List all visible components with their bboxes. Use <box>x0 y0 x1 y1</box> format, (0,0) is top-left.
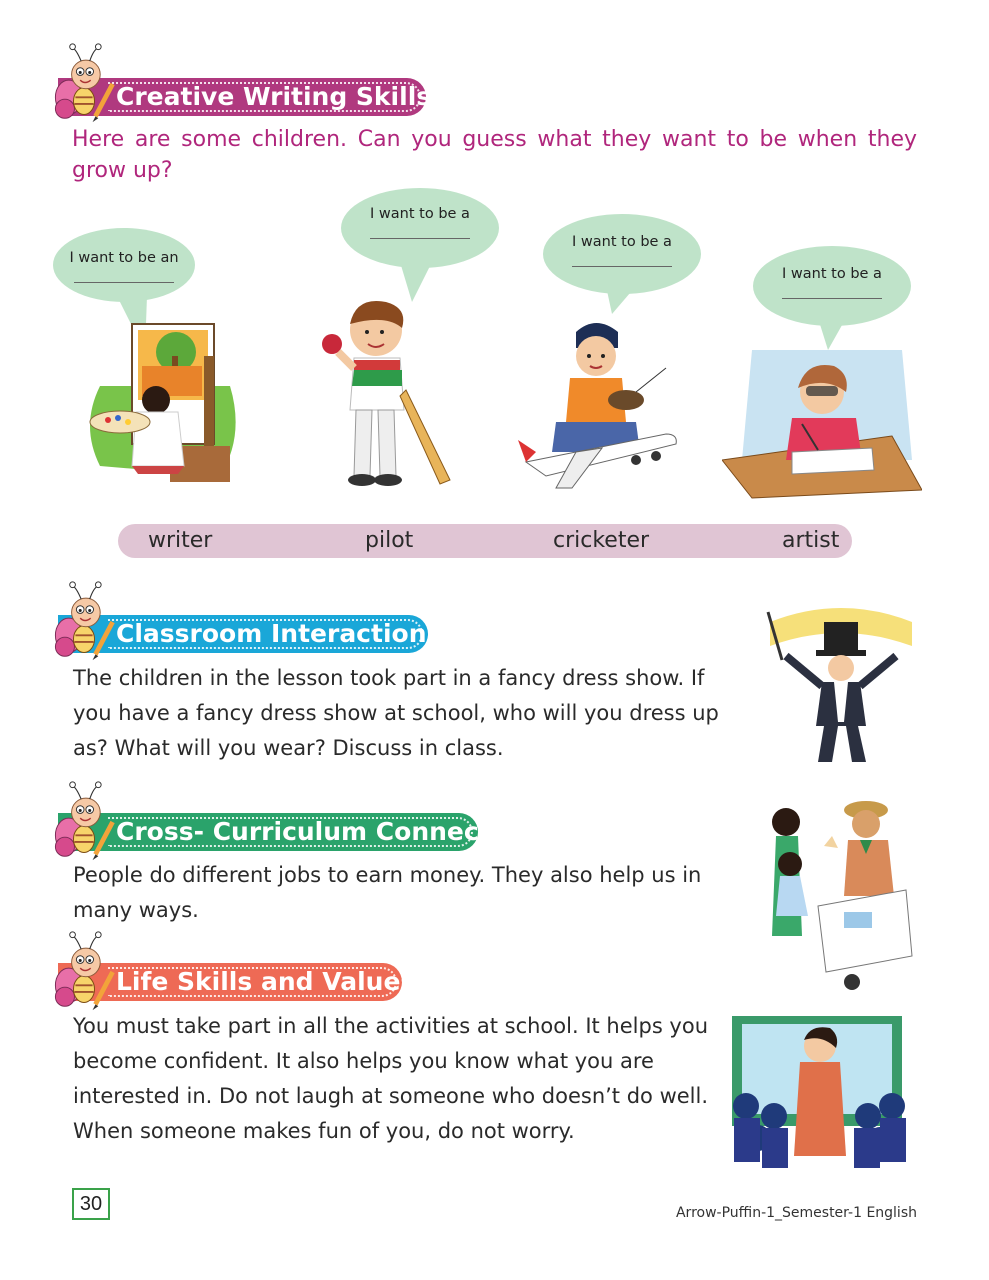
bee-mascot-icon <box>52 580 116 662</box>
magician-illustration <box>766 602 916 770</box>
speech-bubble-3-text: I want to be a <box>572 234 672 250</box>
word-bank-item: artist <box>782 528 840 553</box>
word-bank-item: writer <box>148 528 213 553</box>
child-painting-illustration <box>80 316 250 486</box>
speech-bubble-3 <box>543 214 701 294</box>
classroom-text: The children in the lesson took part in a fancy dress show. If you have a fancy dress show at school, who will you dress up as? What will you wear? Discuss in class. <box>73 666 719 760</box>
speech-bubble-1 <box>53 228 195 302</box>
word-bank-item: cricketer <box>553 528 650 553</box>
bee-mascot-icon <box>52 42 116 124</box>
girl-writing-illustration <box>722 340 922 500</box>
bee-mascot-icon <box>52 930 116 1012</box>
creative-writing-heading-label: Creative Writing Skills <box>116 82 432 111</box>
speech-bubble-4-text: I want to be a <box>782 266 882 282</box>
cross-curriculum-heading <box>58 813 491 851</box>
word-bank-item: pilot <box>365 528 414 553</box>
page-number: 30 <box>72 1188 110 1220</box>
cross-curriculum-text: People do different jobs to earn money. They also help us in many ways. <box>73 863 702 922</box>
cross-curriculum-heading-label: Cross- Curriculum Connect <box>116 817 491 846</box>
classroom-interaction-heading-label: Classroom Interaction <box>116 619 427 648</box>
speech-bubble-2 <box>341 188 499 268</box>
speech-bubble-4 <box>753 246 911 326</box>
speech-bubble-2-text: I want to be a <box>370 206 470 222</box>
answer-blank-4 <box>782 288 882 299</box>
book-title-footer: Arrow-Puffin-1_Semester-1 English <box>675 1205 917 1221</box>
boy-with-plane-illustration <box>516 312 686 492</box>
speech-bubble-1-text: I want to be an <box>69 250 179 266</box>
ice-cream-vendor-illustration <box>766 796 916 996</box>
life-skills-heading-label: Life Skills and Values <box>116 967 416 996</box>
creative-question: Here are some children. Can you guess what they want to be when they grow up? <box>72 127 917 183</box>
answer-blank-3 <box>572 256 672 267</box>
answer-blank-1 <box>74 272 174 283</box>
life-skills-text: You must take part in all the activities at school. It helps you become confident. It also helps you know what you are interested in. Do not laugh at someone who doesn’t do well. When someone makes fun of you, do not worry. <box>73 1014 709 1143</box>
boy-cricketer-illustration <box>316 290 466 490</box>
answer-blank-2 <box>370 228 470 239</box>
bee-mascot-icon <box>52 780 116 862</box>
word-bank <box>118 524 852 558</box>
teacher-with-students-illustration <box>722 1006 912 1172</box>
